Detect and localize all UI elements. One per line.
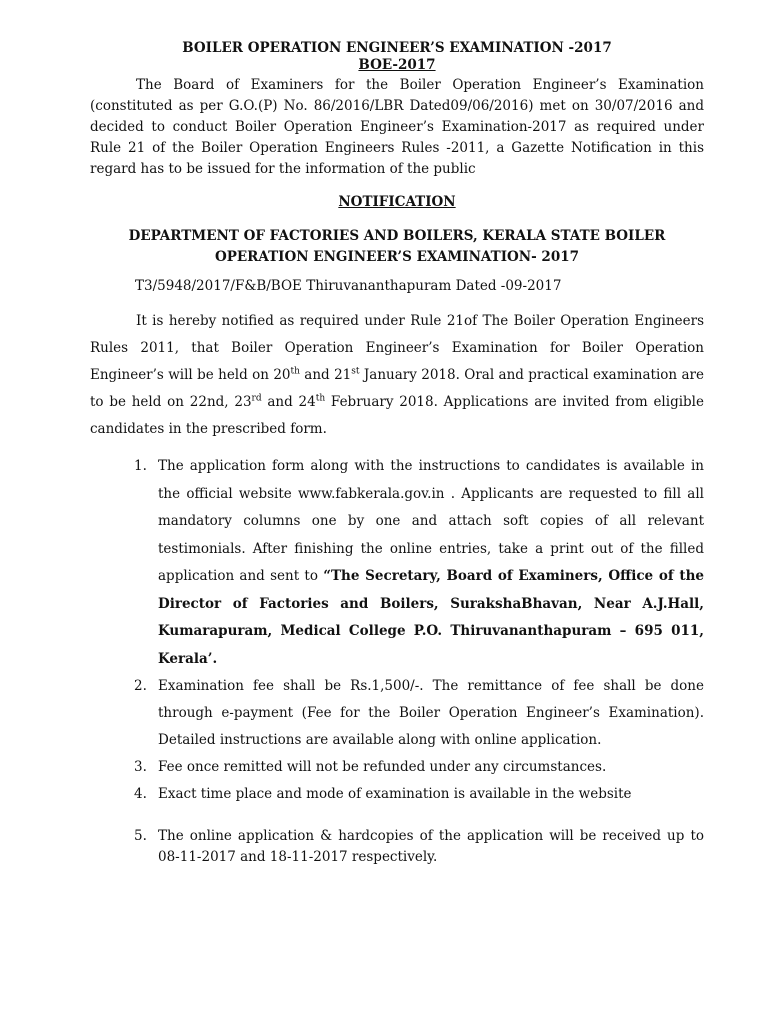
reference-line: T3/5948/2017/F&B/BOE Thiruvananthapuram Dated -09-2017: [135, 278, 562, 294]
list-item: [90, 453, 704, 673]
body-text-1: It is hereby notified as required under Rule 21of The Boiler Operation Engineers Rules 2011, that Boiler Operation Engineer’s Examination for Boiler Operation Engineer’s will be held on 20: [90, 313, 704, 383]
list-item-number: 3.: [134, 759, 147, 775]
department-line-2: OPERATION ENGINEER’S EXAMINATION- 2017: [214, 249, 580, 265]
body-text-4: and 24: [261, 394, 316, 410]
document-heading: [90, 40, 704, 74]
notification-title: NOTIFICATION: [338, 194, 456, 210]
list-item-number: 1.: [134, 458, 147, 474]
heading-line-2: BOE-2017: [358, 57, 436, 73]
heading-line-1: BOILER OPERATION ENGINEER’S EXAMINATION -2017: [182, 40, 612, 56]
list-item-number: 4.: [134, 786, 147, 802]
list-item: [90, 673, 704, 754]
list-item-text: Fee once remitted will not be refunded under any circumstances.: [158, 759, 607, 775]
list-item-number: 2.: [134, 678, 147, 694]
body-paragraph: [90, 308, 704, 443]
intro-paragraph: [90, 75, 704, 180]
department-heading: [90, 226, 704, 268]
body-sup-4: th: [315, 393, 326, 404]
list-item-text: Examination fee shall be Rs.1,500/-. The remittance of fee shall be done through e-payment (Fee for the Boiler Operation Engineer’s Examination). Detailed instructions are available along with online application.: [158, 678, 704, 748]
body-sup-3: rd: [251, 393, 262, 404]
list-item-text: The online application & hardcopies of the application will be received up to 08-11-2017 and 18-11-2017 respectively.: [158, 828, 704, 865]
body-sup-2: st: [351, 366, 360, 377]
list-item-text: The application form along with the instructions to candidates is available in the official website www.fabkerala.gov.in . Applicants are requested to fill all mandatory columns one by one and attach soft copies of all relevant testimonials. After finishing the online entries, take a print out of the filled application and sent to: [158, 458, 704, 584]
body-text-3: January 2018. Oral and practical examination are to be held on 22nd, 23: [90, 367, 704, 410]
intro-text: The Board of Examiners for the Boiler Operation Engineer’s Examination (constituted as per G.O.(P) No. 86/2016/LBR Dated09/06/2016) met on 30/07/2016 and decided to conduct Boiler Operation Engineer’s Examination-2017 as required under Rule 21 of the Boiler Operation Engineers Rules -2011, a Gazette Notification in this regard has to be issued for the information of the public: [90, 77, 704, 177]
list-item: [90, 826, 704, 868]
body-text-2: and 21: [299, 367, 352, 383]
body-sup-1: th: [290, 366, 300, 377]
list-item: [90, 781, 704, 808]
instructions-list: [90, 453, 704, 868]
body-text-5: February 2018. Applications are invited from eligible candidates in the prescribed form.: [90, 394, 704, 437]
list-item: [90, 754, 704, 781]
list-item-number: 5.: [134, 828, 147, 844]
address-text: “The Secretary, Board of Examiners, Office of the Director of Factories and Boilers, SurakshaBhavan, Near A.J.Hall, Kumarapuram, Medical College P.O. Thiruvananthapuram – 695 011, Kerala’.: [158, 568, 704, 667]
department-line-1: DEPARTMENT OF FACTORIES AND BOILERS, KERALA STATE BOILER: [128, 228, 666, 244]
list-item-text: Exact time place and mode of examination is available in the website: [158, 786, 632, 802]
